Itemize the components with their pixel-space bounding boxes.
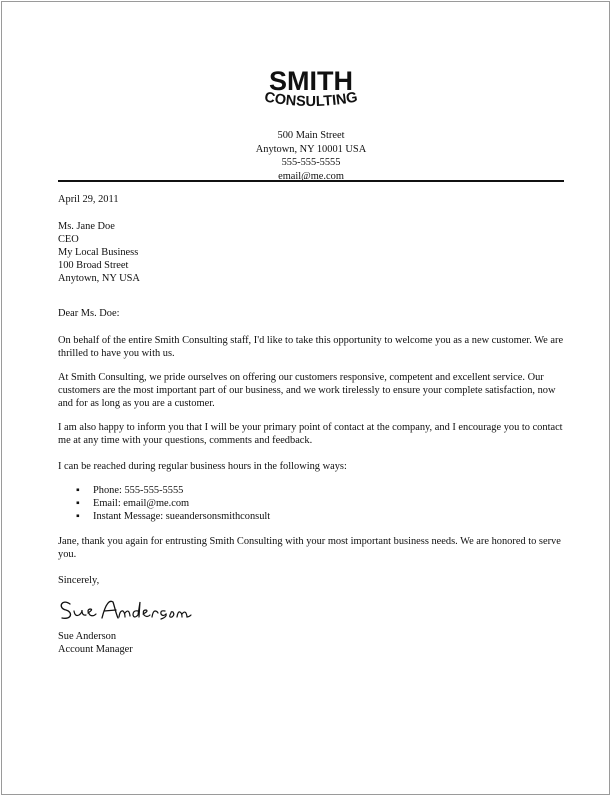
contact-instant-message: Instant Message: sueandersonsmithconsult [93,511,271,522]
sender-name: Sue Anderson [58,631,117,642]
recipient-street: 100 Broad Street [58,260,129,271]
company-email: email@me.com [278,170,344,182]
list-item [58,510,270,523]
body-paragraph-thanks [58,535,564,561]
paragraph-text: At Smith Consulting, we pride ourselves on offering our customers responsive, competent and excellent service. Our customers are the most important part of our business, and we work tirelessly to ensure your complete satisfaction, now and for as long as you are a customer. [58,372,556,409]
sender-title: Account Manager [58,644,133,655]
paragraph-text: Jane, thank you again for entrusting Smith Consulting with your most important business needs. We are honored to serve you. [58,536,561,560]
recipient-title: CEO [58,234,79,245]
contact-email: Email: email@me.com [93,498,190,509]
body-paragraph-contact-point [58,421,564,447]
body-paragraph-service [58,371,564,410]
body-paragraph-reach [58,460,564,473]
salutation: Dear Ms. Doe: [58,308,120,319]
list-item [58,484,270,497]
recipient-city: Anytown, NY USA [58,273,140,284]
body-paragraph-welcome [58,334,564,360]
letterhead-address [58,129,564,183]
handwritten-signature [58,596,198,624]
letter-date: April 29, 2011 [58,194,119,205]
company-city: Anytown, NY 10001 USA [255,143,367,155]
paragraph-text: I can be reached during regular business hours in the following ways: [58,461,347,472]
bullet-icon: ▪ [76,511,80,522]
company-street: 500 Main Street [277,130,345,141]
document-page [1,1,610,795]
recipient-company: My Local Business [58,247,139,258]
letterhead-divider [58,180,564,182]
recipient-address [58,220,564,285]
paragraph-text: On behalf of the entire Smith Consulting staff, I'd like to take this opportunity to welcome you as a new customer. We are thrilled to have you with us. [58,335,564,359]
company-phone: 555-555-5555 [281,157,341,168]
company-logo [255,66,367,118]
logo-word-smith: SMITH [269,66,353,96]
bullet-icon: ▪ [76,485,80,496]
contact-methods-list [58,484,270,523]
logo-word-consulting: CONSULTING [263,89,359,111]
list-item [58,497,270,510]
sender-block [58,630,564,656]
complimentary-closing: Sincerely, [58,575,100,586]
paragraph-text: I am also happy to inform you that I will be your primary point of contact at the company, and I encourage you to contact me at any time with your questions, comments and feedback. [58,422,563,446]
bullet-icon: ▪ [76,498,80,509]
recipient-name: Ms. Jane Doe [58,221,115,232]
contact-phone: Phone: 555-555-5555 [93,485,184,496]
